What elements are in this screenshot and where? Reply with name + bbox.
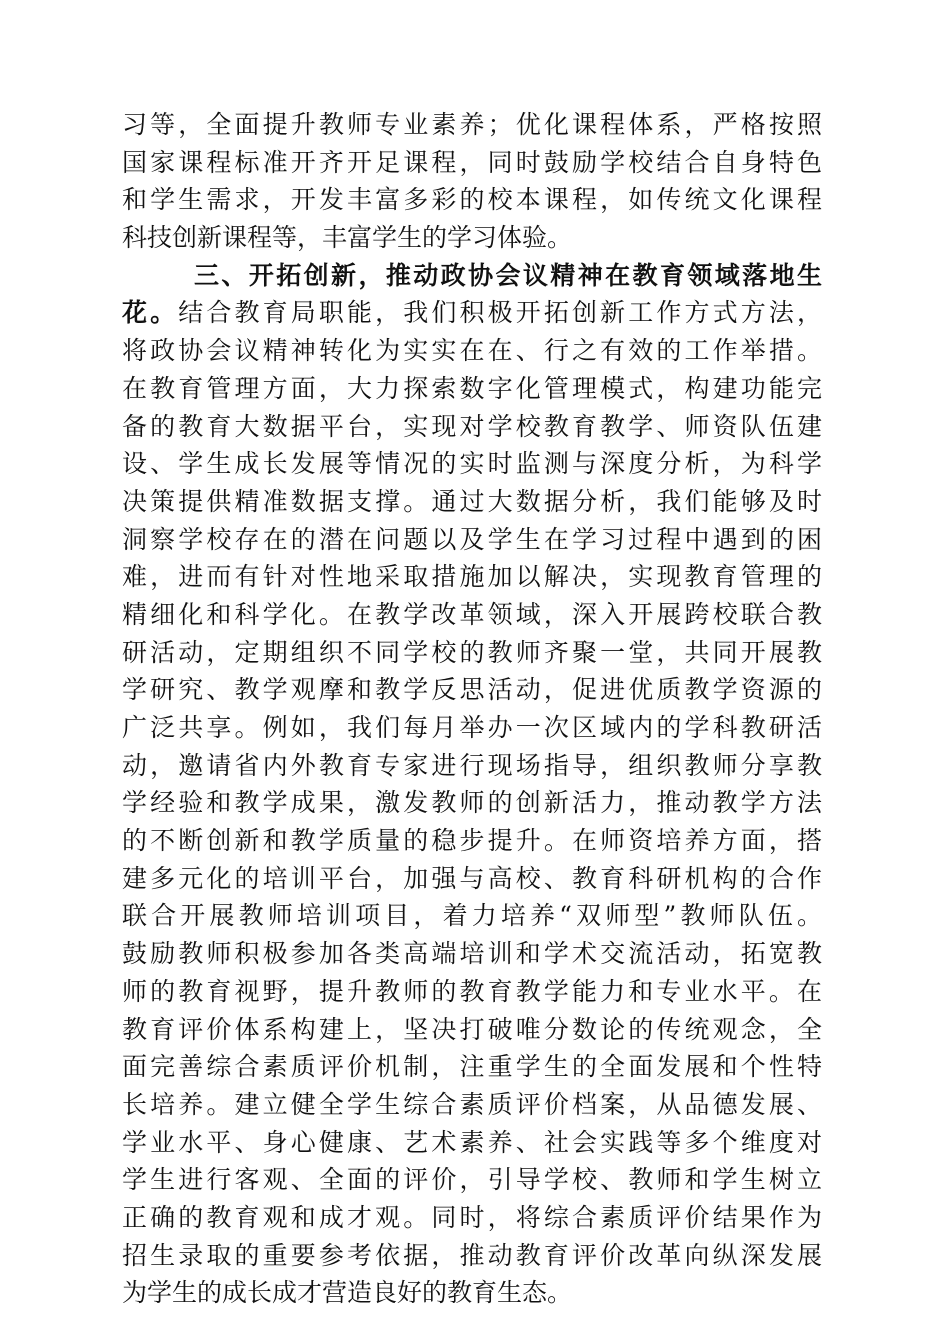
text-line: 学经验和教学成果，激发教师的创新活力，推动教学方法 <box>122 788 822 818</box>
text-line: 学生进行客观、全面的评价，引导学校、教师和学生树立 <box>122 1165 822 1195</box>
text-line: 和学生需求，开发丰富多彩的校本课程，如传统文化课程 <box>122 185 822 215</box>
text-line: 洞察学校存在的潜在问题以及学生在学习过程中遇到的困 <box>122 524 822 554</box>
text-line: 学研究、教学观摩和教学反思活动，促进优质教学资源的 <box>122 675 822 705</box>
text-line: 广泛共享。例如，我们每月举办一次区域内的学科教研活 <box>122 713 822 742</box>
body-text <box>122 106 822 1312</box>
text-line: 长培养。建立健全学生综合素质评价档案，从品德发展、 <box>122 1089 822 1119</box>
text-line: 在教育管理方面，大力探索数字化管理模式，构建功能完 <box>122 373 822 403</box>
text-line: 建多元化的培训平台，加强与高校、教育科研机构的合作 <box>122 863 822 893</box>
text-line: 教育评价体系构建上，坚决打破唯分数论的传统观念，全 <box>122 1014 822 1044</box>
text-line: 学业水平、身心健康、艺术素养、社会实践等多个维度对 <box>122 1127 822 1157</box>
text-line: 正确的教育观和成才观。同时，将综合素质评价结果作为 <box>122 1202 822 1232</box>
text-line: 招生录取的重要参考依据，推动教育评价改革向纵深发展 <box>122 1240 822 1270</box>
text-line: 将政协会议精神转化为实实在在、行之有效的工作举措。 <box>122 336 822 366</box>
text-line: 研活动，定期组织不同学校的教师齐聚一堂，共同开展教 <box>122 637 822 667</box>
text-line <box>122 294 822 332</box>
text-line: 科技创新课程等，丰富学生的学习体验。 <box>122 223 573 253</box>
text-line: 师的教育视野，提升教师的教育教学能力和专业水平。在 <box>122 976 822 1006</box>
text-line: 鼓励教师积极参加各类高端培训和学术交流活动，拓宽教 <box>122 939 822 969</box>
text-line: 难，进而有针对性地采取措施加以解决，实现教育管理的 <box>122 562 822 592</box>
text-line: 动，邀请省内外教育专家进行现场指导，组织教师分享教 <box>122 750 822 780</box>
text-line: 设、学生成长发展等情况的实时监测与深度分析，为科学 <box>122 449 822 479</box>
section-heading: 三、开拓创新，推动政协会议精神在教育领域落地生 <box>194 260 822 290</box>
text-line: 联合开展教师培训项目，着力培养“双师型”教师队伍。 <box>122 901 822 931</box>
text-line: 国家课程标准开齐开足课程，同时鼓励学校结合自身特色 <box>122 147 822 177</box>
text-line: 精细化和科学化。在教学改革领域，深入开展跨校联合教 <box>122 599 822 629</box>
section-heading-end: 花。 <box>122 298 179 328</box>
text-line: 为学生的成长成才营造良好的教育生态。 <box>122 1278 573 1308</box>
text-line: 习等，全面提升教师专业素养；优化课程体系，严格按照 <box>122 110 822 139</box>
text-run: 结合教育局职能，我们积极开拓创新工作方式方法， <box>178 298 822 328</box>
text-line: 面完善综合素质评价机制，注重学生的全面发展和个性特 <box>122 1052 822 1082</box>
text-line: 决策提供精准数据支撑。通过大数据分析，我们能够及时 <box>122 486 822 516</box>
text-line: 备的教育大数据平台，实现对学校教育教学、师资队伍建 <box>122 411 822 441</box>
text-line: 的不断创新和教学质量的稳步提升。在师资培养方面，搭 <box>122 826 822 856</box>
